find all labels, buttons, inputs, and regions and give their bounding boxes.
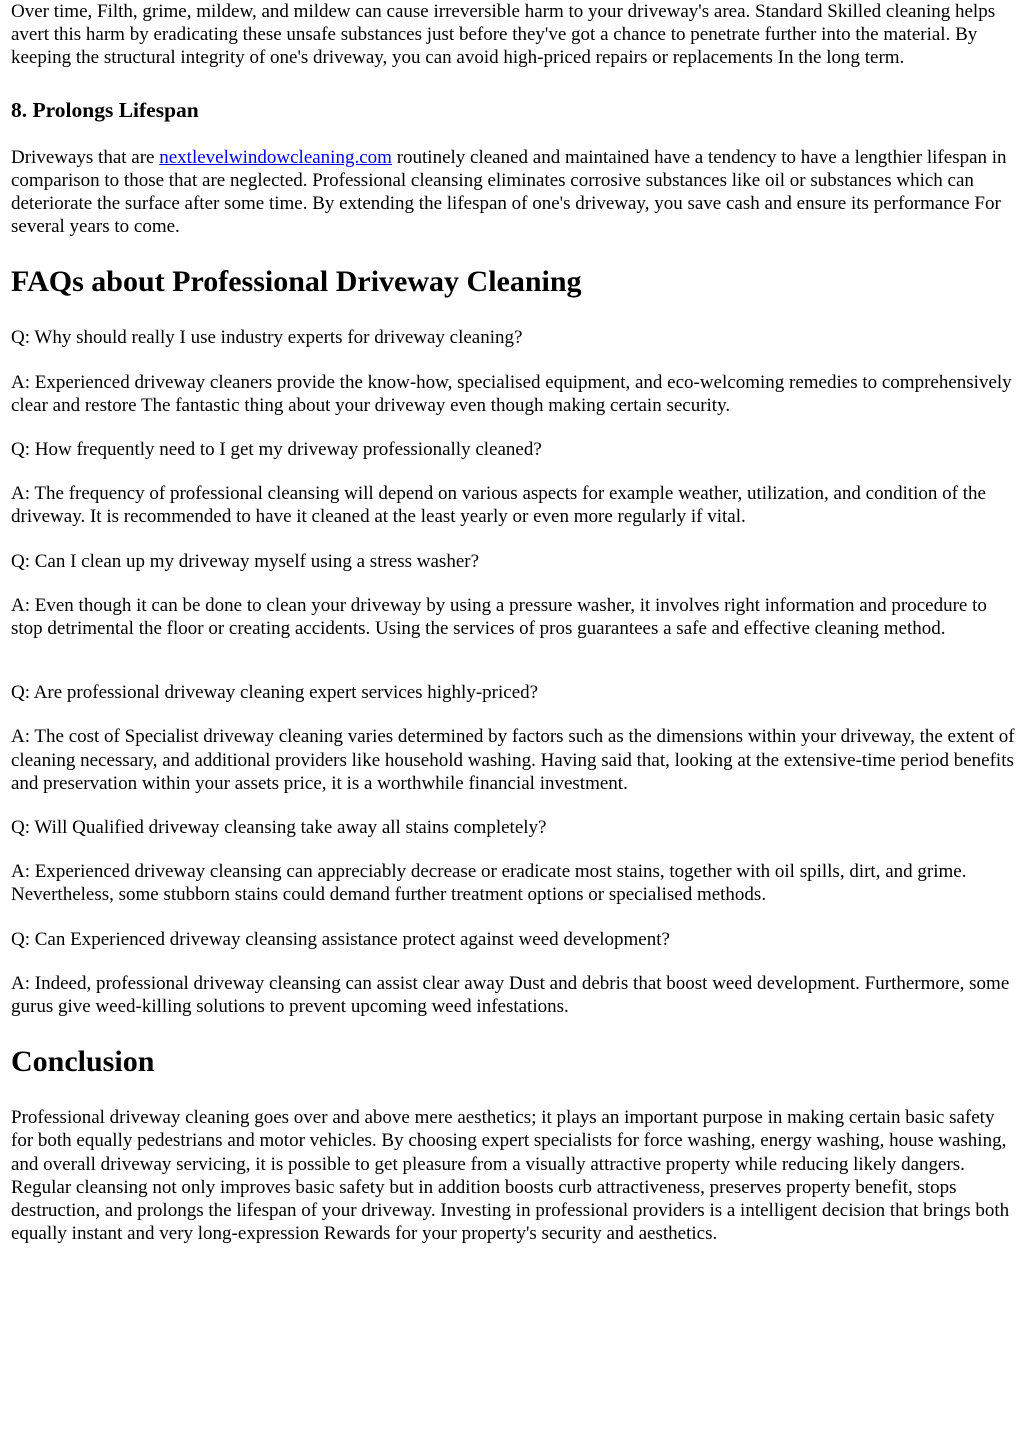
faq-answer: A: Even though it can be done to clean your driveway by using a pressure washer, it involves right information and procedure to stop detrimental the floor or creating accidents. Using the services of pros guarantees a safe and effective cleaning method.	[11, 594, 987, 640]
intro-paragraph: Over time, Filth, grime, mildew, and mildew can cause irreversible harm to your driveway's area. Standard Skilled cleaning helps avert this harm by eradicating these unsafe substances just before they've got a chance to penetrate further into the material. By keeping the structural integrity of one's driveway, you can avoid high-priced repairs or replacements In the long term.	[11, 1, 996, 69]
faq-question: Q: How frequently need to I get my driveway professionally cleaned?	[11, 439, 542, 461]
faq-answer: A: Experienced driveway cleaners provide the know-how, specialised equipment, and eco-welcoming remedies to comprehensively clear and restore The fantastic thing about your driveway even though making certain security.	[11, 371, 1012, 416]
faq-answer: A: Indeed, professional driveway cleansing can assist clear away Dust and debris that boost weed development. Furthermore, some gurus give weed-killing solutions to prevent upcoming weed infestations.	[11, 972, 1010, 1018]
section-paragraph-prolongs-lifespan	[11, 146, 1018, 239]
faq-answer: A: Experienced driveway cleansing can appreciably decrease or eradicate most stains, together with oil spills, dirt, and grime. Nevertheless, some stubborn stains could demand further treatment options or specialised methods.	[11, 861, 967, 906]
faq-question: Q: Can I clean up my driveway myself using a stress washer?	[11, 550, 480, 572]
paragraph-text-after-link: routinely cleaned and maintained have a tendency to have a lengthier lifespan in comparison to those that are neglected. Professional cleansing eliminates corrosive substances like oil or substances which can deteriorate the surface after some time. By extending the lifespan of one's driveway, you save cash and ensure its performance For several years to come.	[11, 146, 1007, 238]
faq-heading: FAQs about Professional Driveway Cleaning	[11, 265, 582, 299]
faq-question: Q: Why should really I use industry experts for driveway cleaning?	[11, 327, 523, 349]
faq-question: Q: Can Experienced driveway cleansing assistance protect against weed development?	[11, 928, 670, 950]
conclusion-heading: Conclusion	[11, 1045, 155, 1079]
conclusion-paragraph: Professional driveway cleaning goes over and above mere aesthetics; it plays an important purpose in making certain basic safety for both equally pedestrians and motor vehicles. By choosing expert specialists for force washing, energy washing, house washing, and overall driveway servicing, it is possible to get pleasure from a visually attractive property while reducing likely dangers. Regular cleansing not only improves basic safety but in addition boosts curb attractiveness, preserves property benefit, stops destruction, and prolongs the lifespan of your driveway. Investing in professional providers is a intelligent decision that brings both equally instant and very long-expression Rewards for your property's security and aesthetics.	[11, 1107, 1010, 1245]
paragraph-text-before-link: Driveways that are	[11, 146, 160, 168]
faq-answer: A: The frequency of professional cleansing will depend on various aspects for example weather, utilization, and condition of the driveway. It is recommended to have it cleaned at the least yearly or even more regularly if vital.	[11, 483, 986, 528]
section-heading-prolongs-lifespan: 8. Prolongs Lifespan	[11, 97, 199, 122]
faq-answer: A: The cost of Specialist driveway cleaning varies determined by factors such as the dimensions within your driveway, the extent of cleaning necessary, and additional providers like household washing. Having said that, looking at the extensive-time period benefits and preservation within your assets price, it is a worthwhile financial investment.	[11, 726, 1015, 794]
faq-question: Q: Are professional driveway cleaning expert services highly-priced?	[11, 682, 539, 704]
faq-list	[11, 326, 1018, 1018]
nextlevelwindowcleaning-link[interactable]: nextlevelwindowcleaning.com	[159, 146, 392, 168]
faq-question: Q: Will Qualified driveway cleansing take away all stains completely?	[11, 817, 547, 839]
